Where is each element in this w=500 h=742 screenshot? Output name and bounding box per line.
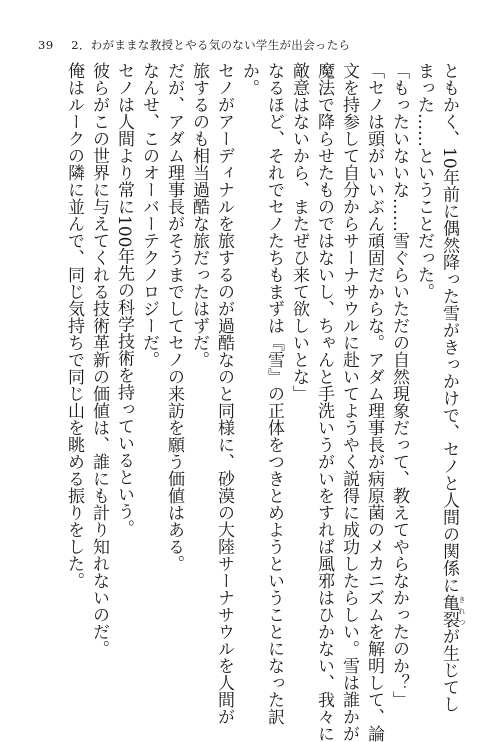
ruby-reading: きれつ <box>458 593 466 628</box>
text-line-6: 魔法で降らせたものではないし、ちゃんと手洗いうがいをすれば風邪はひかない、我々に <box>314 62 334 742</box>
text-line-8: なるほど、それでセノたちもまずは『雪』の正体をつきとめようということになった訳 <box>264 62 284 725</box>
page-number: 39 <box>38 38 54 52</box>
text-line-5: 文を持参して自分からサーナサウルに赴いてようやく説得に成功したらしい。雪は誰かが <box>339 62 359 742</box>
text-line-12: だが、アダム理事長がそうまでしてセノの来訪を願う価値はある。 <box>164 62 184 572</box>
text-line-1 <box>436 62 466 713</box>
text-line-9: か。 <box>239 62 259 96</box>
text-line-1-tail: が生じてし <box>439 627 459 713</box>
text-line-7: 敵意はないから、またぜひ来て欲しいとな」 <box>289 62 309 402</box>
text-line-10: セノがアーディナルを旅するのが過酷なのと同様に、砂漠の大陸サーナサウルを人間が <box>214 62 234 725</box>
text-line-11: 旅するのも相当過酷な旅だったはずだ。 <box>189 62 209 368</box>
text-line-16: 俺はルークの隣に並んで、同じ気持ちで同じ山を眺める振りをした。 <box>64 62 84 589</box>
text-line-14: セノは人間より常に100年先の科学技術を持っているという。 <box>114 62 134 537</box>
text-line-13: なんせ、このオーバーテクノロジーだ。 <box>139 62 159 368</box>
vertical-body-text <box>61 62 466 742</box>
chapter-title: 2．わがままな教授とやる気のない学生が出会ったら <box>71 38 351 52</box>
text-line-2: まった……ということだった。 <box>414 62 434 300</box>
ruby-kiretsu <box>439 593 466 628</box>
text-line-15: 彼らがこの世界に与えてくれる技術革新の価値は、誰にも計り知れないのだ。 <box>89 62 109 657</box>
text-line-4: 「セノは頭がいいぶん頑固だからな。アダム理事長が病原菌のメカニズムを解明して、論 <box>364 62 384 742</box>
page-header <box>38 36 480 54</box>
text-line-1-main: ともかく、10年前に偶然降った雪がきっかけで、セノと人間の関係に <box>439 62 459 594</box>
text-line-3: 「もったいないな……雪ぐらいただの自然現象だって、教えてやらなかったのか？」 <box>389 62 409 708</box>
ruby-base: 亀裂 <box>439 593 459 628</box>
